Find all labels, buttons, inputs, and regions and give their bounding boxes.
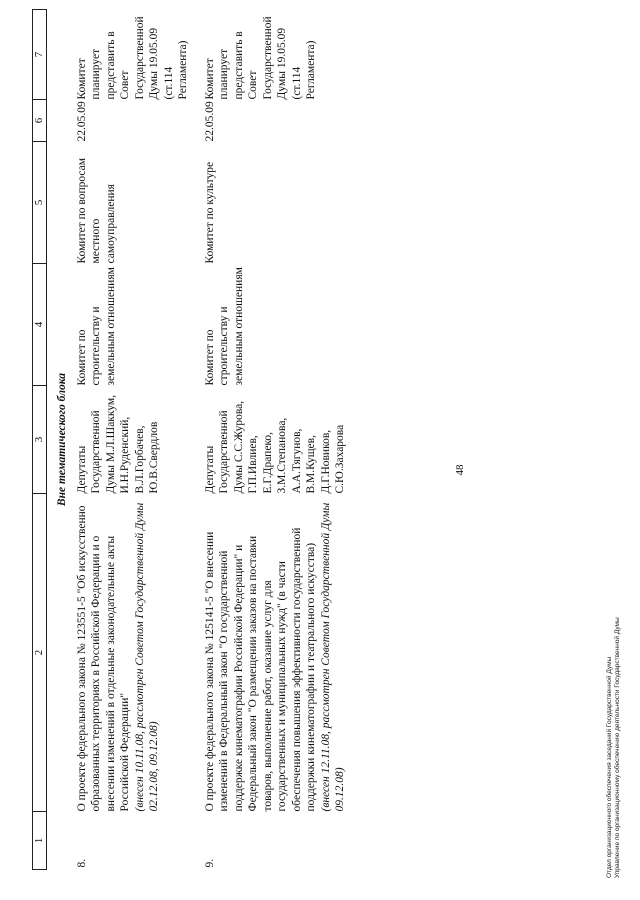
review-date: 22.05.09 — [75, 101, 88, 142]
row-number: 8. — [75, 858, 88, 868]
bill-description — [75, 494, 191, 812]
column-number: 1 — [33, 812, 47, 870]
bill-title: О проекте федерального закона № 125141-5 "О внесении изменений в Федеральный закон "О государственной поддержке кинематографии Российской Федерации" и Федеральный закон "О размещении заказов на поставки товаров, выполнение работ, оказание услуг для государственных и муниципальных нужд" (в части обеспечения повышения эффективности государственной поддержки кинематографии и театрального искусства) — [203, 527, 317, 812]
table-row — [203, 10, 348, 870]
responsible-committee: Комитет по строительству и земельным отношениям — [203, 267, 245, 386]
bill-note: (внесен 10.11.08, рассмотрен Советом Государственной Думы 02.12.08, 09.12.08) — [133, 502, 160, 812]
co-committee: Комитет по вопросам местного самоуправления — [75, 157, 117, 264]
column-number-row — [33, 10, 47, 870]
responsible-committee: Комитет по строительству и земельным отношениям — [75, 267, 117, 386]
bill-note: (внесен 12.11.08, рассмотрен Советом Государственной Думы 09.12.08) — [319, 502, 346, 812]
bill-description — [203, 494, 348, 812]
column-number: 7 — [33, 10, 47, 100]
footer-line: Управление по организационному обеспечению деятельности Государственной Думы — [614, 617, 621, 878]
bill-table — [32, 9, 348, 870]
column-number: 6 — [33, 100, 47, 142]
column-number: 5 — [33, 142, 47, 264]
page-number: 48 — [454, 464, 466, 476]
column-number: 2 — [33, 494, 47, 812]
bill-authors: Депутаты Государственной Думы М.Л.Шаккум, И.Н.Руденский, В.Л.Горбачев, Ю.В.Свердлов — [75, 394, 160, 494]
footer — [606, 617, 622, 878]
plan-note: Комитет планирует представить в Совет Государственной Думы 19.05.09 (ст.114 Регламента) — [203, 16, 317, 100]
bill-authors: Депутаты Государственной Думы С.С.Журова, Г.П.Ивлиев, Е.Г.Драпеко, З.М.Степанова, А.А.Тягунов, В.М.Кущев, Д.Г.Новиков, С.Ю.Захарова — [203, 400, 346, 494]
row-spacer — [191, 10, 203, 870]
review-date: 22.05.09 — [203, 101, 216, 142]
plan-note: Комитет планирует представить в Совет Государственной Думы 19.05.09 (ст.114 Регламента) — [75, 16, 189, 100]
section-row — [47, 10, 75, 870]
section-title: Вне тематического блока — [56, 372, 68, 507]
column-number: 3 — [33, 386, 47, 494]
bill-title: О проекте федерального закона № 123551-5 "Об искусственно образованных территориях в Российской Федерации и о внесении изменений в отдельные законодательные акты Российской Федерации" — [75, 505, 131, 812]
table-row — [75, 10, 191, 870]
co-committee: Комитет по культуре — [203, 161, 216, 264]
footer-line: Отдел организационного обеспечения заседаний Государственной Думы — [606, 656, 613, 878]
row-number: 9. — [203, 858, 216, 868]
rotated-content — [20, 10, 620, 890]
column-number: 4 — [33, 264, 47, 386]
